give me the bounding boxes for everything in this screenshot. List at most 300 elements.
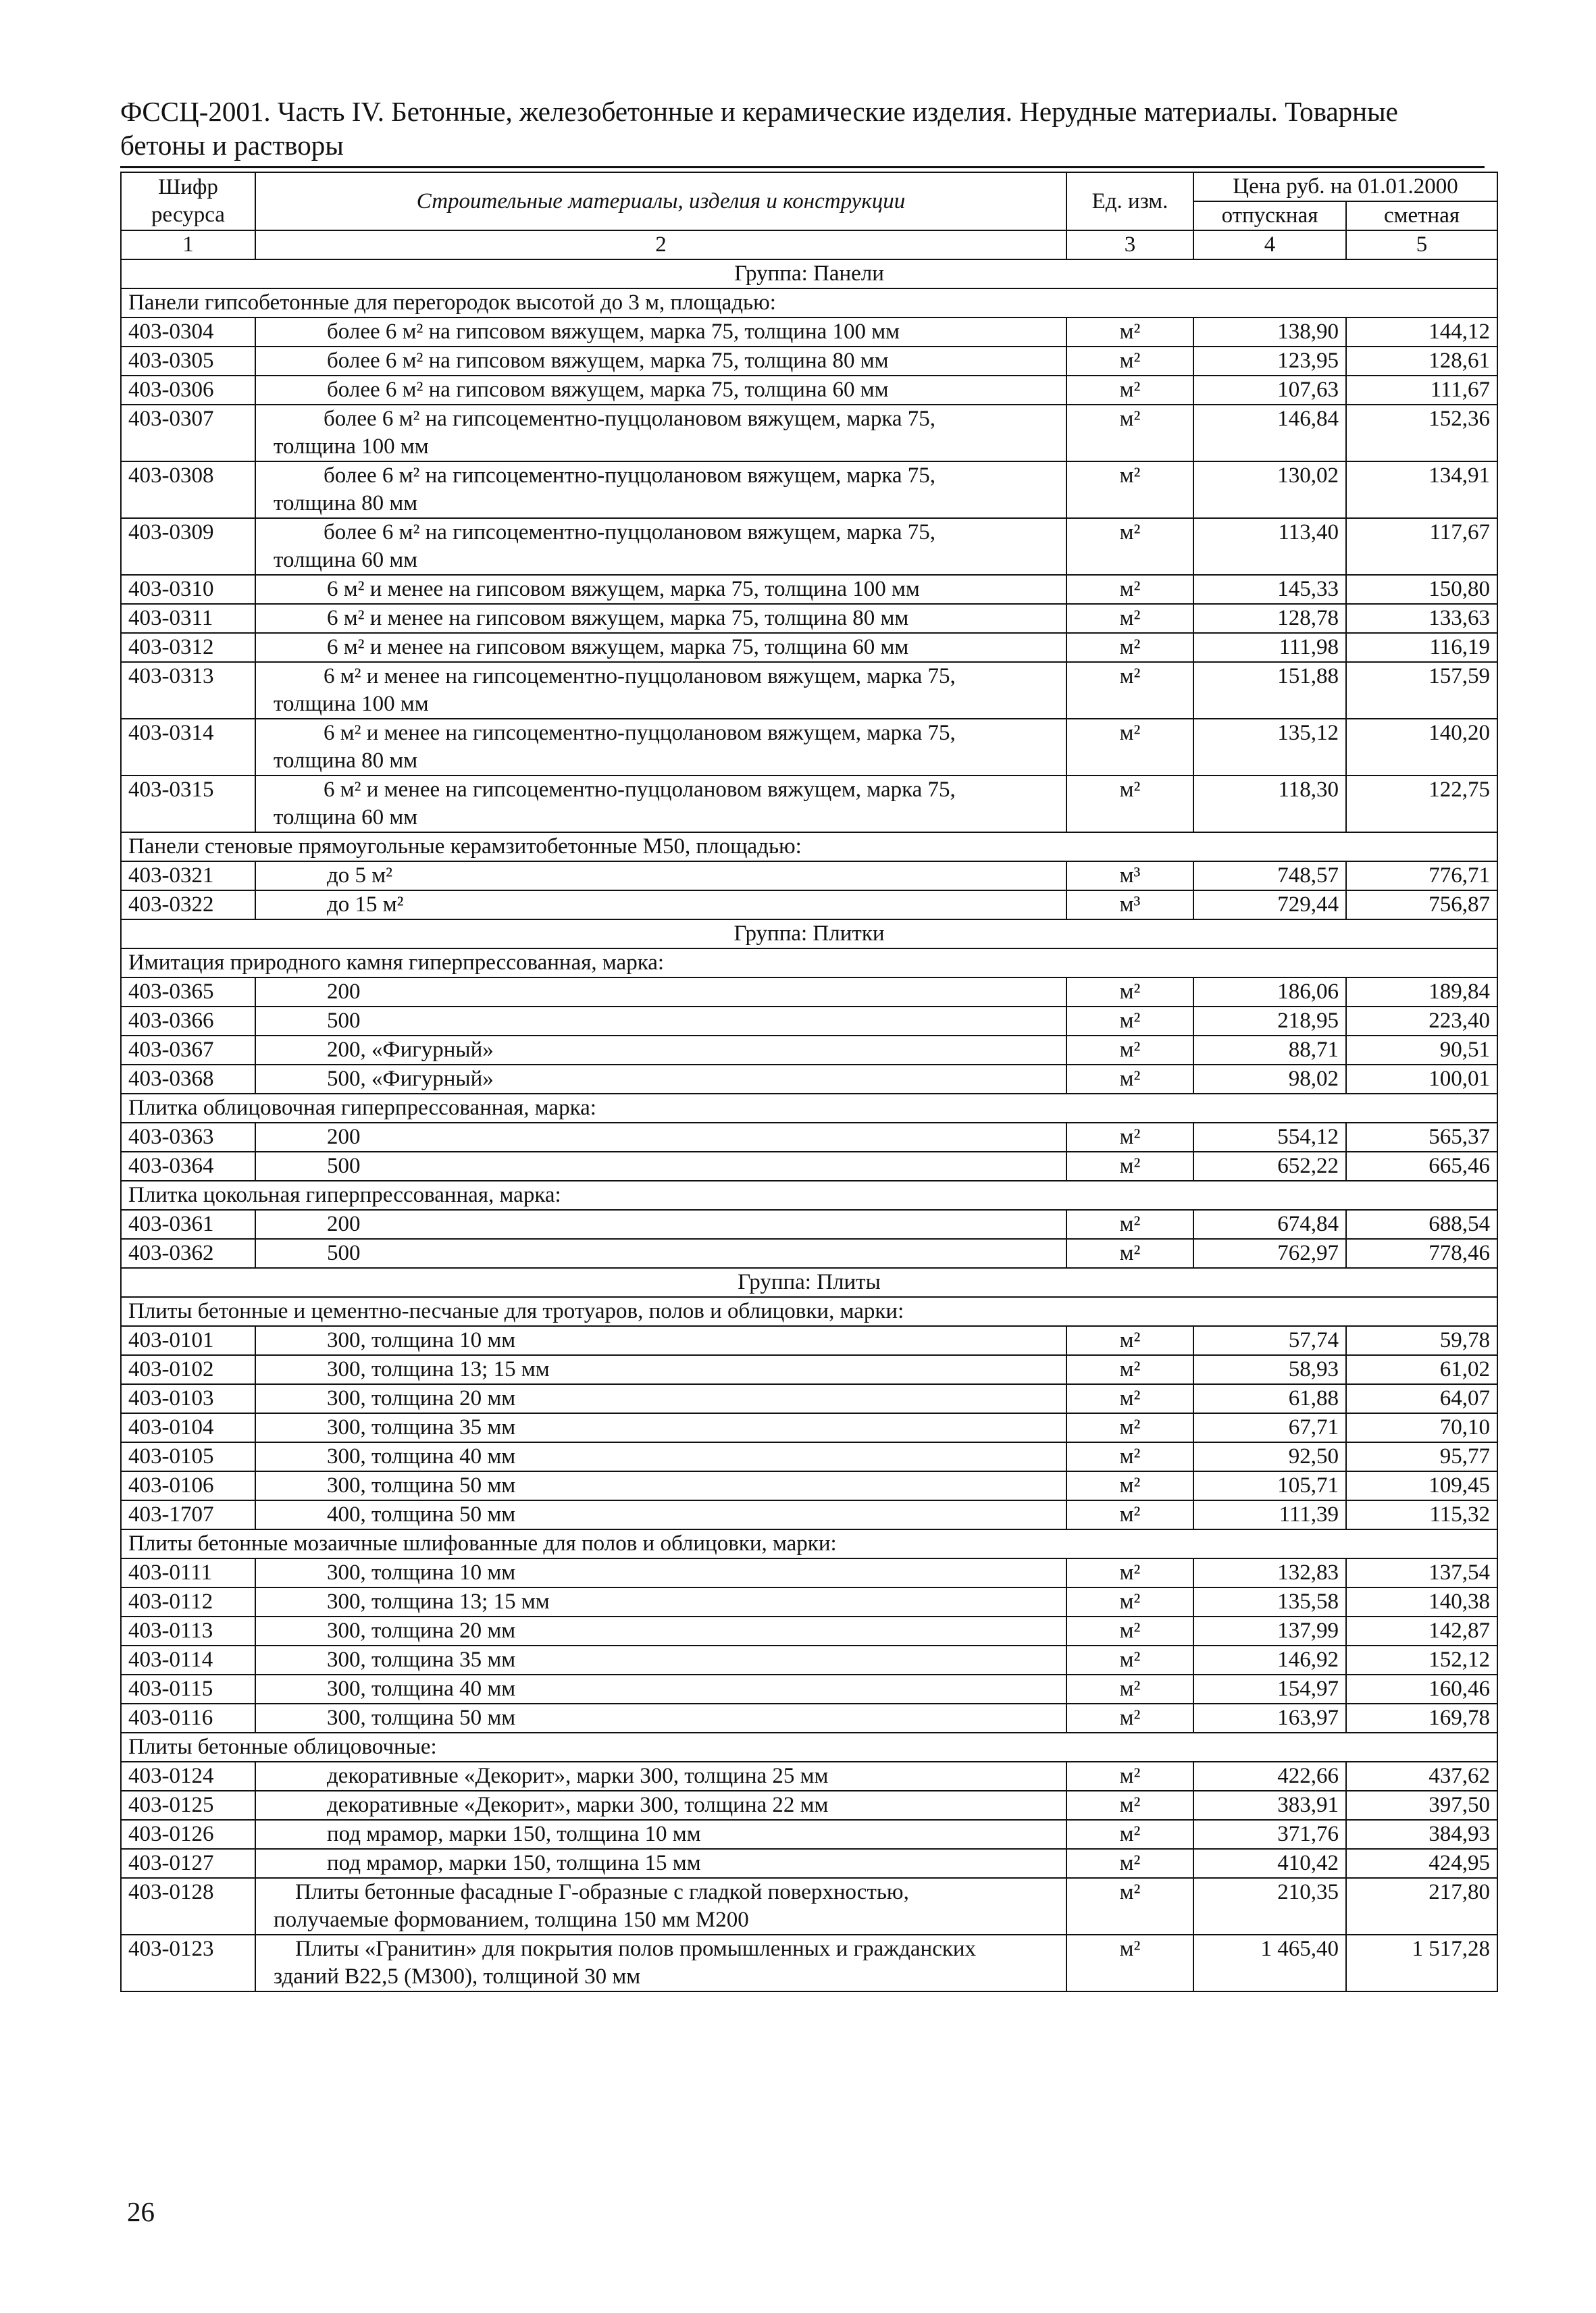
table-row bbox=[121, 1617, 1497, 1646]
price-release: 218,95 bbox=[1193, 1007, 1346, 1036]
price-estimate: 665,46 bbox=[1346, 1152, 1497, 1181]
price-estimate: 437,62 bbox=[1346, 1762, 1497, 1791]
resource-code: 403-0312 bbox=[121, 633, 255, 662]
price-estimate: 140,20 bbox=[1346, 719, 1497, 776]
price-estimate: 134,91 bbox=[1346, 461, 1497, 518]
item-name-line: 200 bbox=[327, 980, 361, 1004]
unit: м² bbox=[1066, 1326, 1193, 1355]
item-name-line: толщина 80 мм bbox=[274, 491, 418, 515]
subgroup-title: Панели стеновые прямоугольные керамзитобетонные М50, площадью: bbox=[121, 832, 1497, 861]
item-name bbox=[255, 1500, 1066, 1529]
group-row bbox=[121, 919, 1497, 948]
group-title: Группа: Плитки bbox=[121, 919, 1497, 948]
subgroup-title: Плиты бетонные облицовочные: bbox=[121, 1733, 1497, 1762]
unit: м² bbox=[1066, 405, 1193, 461]
price-release: 422,66 bbox=[1193, 1762, 1346, 1791]
table-row bbox=[121, 719, 1497, 776]
table-row bbox=[121, 1820, 1497, 1849]
subgroup-title: Имитация природного камня гиперпрессованная, марка: bbox=[121, 948, 1497, 977]
price-release: 118,30 bbox=[1193, 776, 1346, 832]
item-name-line: более 6 м² на гипсовом вяжущем, марка 75, толщина 100 мм bbox=[327, 320, 900, 344]
price-estimate: 111,67 bbox=[1346, 376, 1497, 405]
price-release: 123,95 bbox=[1193, 347, 1346, 376]
price-estimate: 61,02 bbox=[1346, 1355, 1497, 1384]
price-estimate: 217,80 bbox=[1346, 1878, 1497, 1935]
item-name bbox=[255, 1152, 1066, 1181]
resource-code: 403-0127 bbox=[121, 1849, 255, 1878]
table-row bbox=[121, 776, 1497, 832]
item-name bbox=[255, 1617, 1066, 1646]
item-name bbox=[255, 1007, 1066, 1036]
unit: м² bbox=[1066, 776, 1193, 832]
item-name bbox=[255, 376, 1066, 405]
item-name bbox=[255, 1123, 1066, 1152]
item-name-line: 6 м² и менее на гипсовом вяжущем, марка 75, толщина 80 мм bbox=[327, 606, 909, 630]
price-release: 111,39 bbox=[1193, 1500, 1346, 1529]
price-estimate: 688,54 bbox=[1346, 1210, 1497, 1239]
item-name-line: декоративные «Декорит», марки 300, толщина 22 мм bbox=[327, 1793, 829, 1817]
item-name-line: 300, толщина 35 мм bbox=[327, 1415, 516, 1440]
item-name-line: более 6 м² на гипсоцементно-пуццолановом вяжущем, марка 75, bbox=[324, 463, 936, 488]
item-name-line: толщина 100 мм bbox=[274, 434, 429, 459]
item-name bbox=[255, 1065, 1066, 1094]
unit: м² bbox=[1066, 977, 1193, 1007]
price-estimate: 565,37 bbox=[1346, 1123, 1497, 1152]
unit: м² bbox=[1066, 1935, 1193, 1991]
price-estimate: 1 517,28 bbox=[1346, 1935, 1497, 1991]
item-name-line: 200 bbox=[327, 1125, 361, 1149]
table-row bbox=[121, 1239, 1497, 1268]
resource-code: 403-0368 bbox=[121, 1065, 255, 1094]
resource-code: 403-0102 bbox=[121, 1355, 255, 1384]
resource-code: 403-0106 bbox=[121, 1471, 255, 1500]
resource-code: 403-0306 bbox=[121, 376, 255, 405]
price-estimate: 117,67 bbox=[1346, 518, 1497, 575]
group-row bbox=[121, 1268, 1497, 1297]
table-row bbox=[121, 1442, 1497, 1471]
price-release: 210,35 bbox=[1193, 1878, 1346, 1935]
col-header-name: Строительные материалы, изделия и конструкции bbox=[255, 172, 1066, 230]
price-estimate: 122,75 bbox=[1346, 776, 1497, 832]
resource-code: 403-0310 bbox=[121, 575, 255, 604]
resource-code: 403-0126 bbox=[121, 1820, 255, 1849]
item-name-line: 6 м² и менее на гипсовом вяжущем, марка 75, толщина 60 мм bbox=[327, 635, 909, 659]
resource-code: 403-0115 bbox=[121, 1675, 255, 1704]
resource-code: 403-0313 bbox=[121, 662, 255, 719]
price-release: 92,50 bbox=[1193, 1442, 1346, 1471]
unit: м² bbox=[1066, 518, 1193, 575]
price-estimate: 424,95 bbox=[1346, 1849, 1497, 1878]
unit: м² bbox=[1066, 1239, 1193, 1268]
table-row bbox=[121, 1065, 1497, 1094]
resource-code: 403-0113 bbox=[121, 1617, 255, 1646]
unit: м² bbox=[1066, 1500, 1193, 1529]
resource-code: 403-0116 bbox=[121, 1704, 255, 1733]
unit: м² bbox=[1066, 633, 1193, 662]
price-release: 98,02 bbox=[1193, 1065, 1346, 1094]
item-name-line: более 6 м² на гипсоцементно-пуццолановом вяжущем, марка 75, bbox=[324, 407, 936, 431]
col-number: 2 bbox=[255, 230, 1066, 259]
unit: м² bbox=[1066, 1820, 1193, 1849]
unit: м² bbox=[1066, 662, 1193, 719]
unit: м² bbox=[1066, 575, 1193, 604]
unit: м² bbox=[1066, 461, 1193, 518]
subgroup-title: Плитка цокольная гиперпрессованная, марка: bbox=[121, 1181, 1497, 1210]
price-release: 186,06 bbox=[1193, 977, 1346, 1007]
price-estimate: 756,87 bbox=[1346, 890, 1497, 919]
price-estimate: 59,78 bbox=[1346, 1326, 1497, 1355]
item-name-line: толщина 60 мм bbox=[274, 805, 418, 830]
price-estimate: 397,50 bbox=[1346, 1791, 1497, 1820]
resource-code: 403-0112 bbox=[121, 1587, 255, 1617]
item-name bbox=[255, 1558, 1066, 1587]
price-estimate: 142,87 bbox=[1346, 1617, 1497, 1646]
price-release: 105,71 bbox=[1193, 1471, 1346, 1500]
table-row bbox=[121, 633, 1497, 662]
unit: м² bbox=[1066, 1007, 1193, 1036]
unit: м² bbox=[1066, 1617, 1193, 1646]
price-table bbox=[120, 172, 1498, 1992]
unit: м² bbox=[1066, 604, 1193, 633]
item-name-line: до 15 м² bbox=[327, 892, 404, 917]
col-number: 5 bbox=[1346, 230, 1497, 259]
table-row bbox=[121, 1500, 1497, 1529]
resource-code: 403-0305 bbox=[121, 347, 255, 376]
item-name-line: 200 bbox=[327, 1212, 361, 1236]
col-number: 3 bbox=[1066, 230, 1193, 259]
item-name bbox=[255, 518, 1066, 575]
resource-code: 403-0114 bbox=[121, 1646, 255, 1675]
unit: м² bbox=[1066, 1558, 1193, 1587]
col-number: 4 bbox=[1193, 230, 1346, 259]
item-name bbox=[255, 604, 1066, 633]
item-name-line: Плиты бетонные фасадные Г-образные с гладкой поверхностью, bbox=[295, 1880, 909, 1904]
item-name bbox=[255, 633, 1066, 662]
resource-code: 403-0321 bbox=[121, 861, 255, 890]
resource-code: 403-0364 bbox=[121, 1152, 255, 1181]
table-row bbox=[121, 1935, 1497, 1991]
item-name-line: 500 bbox=[327, 1241, 361, 1265]
price-release: 151,88 bbox=[1193, 662, 1346, 719]
subgroup-title: Плитка облицовочная гиперпрессованная, марка: bbox=[121, 1094, 1497, 1123]
col-number: 1 bbox=[121, 230, 255, 259]
col-header-estimate: сметная bbox=[1346, 201, 1497, 230]
page-number: 26 bbox=[127, 2196, 155, 2227]
group-row bbox=[121, 259, 1497, 288]
price-estimate: 152,36 bbox=[1346, 405, 1497, 461]
item-name bbox=[255, 1675, 1066, 1704]
price-release: 748,57 bbox=[1193, 861, 1346, 890]
table-row bbox=[121, 861, 1497, 890]
price-estimate: 133,63 bbox=[1346, 604, 1497, 633]
price-estimate: 776,71 bbox=[1346, 861, 1497, 890]
unit: м² bbox=[1066, 1791, 1193, 1820]
unit: м² bbox=[1066, 1849, 1193, 1878]
price-estimate: 95,77 bbox=[1346, 1442, 1497, 1471]
item-name-line: под мрамор, марки 150, толщина 10 мм bbox=[327, 1822, 701, 1846]
price-estimate: 64,07 bbox=[1346, 1384, 1497, 1413]
item-name bbox=[255, 890, 1066, 919]
item-name bbox=[255, 1413, 1066, 1442]
item-name-line: получаемые формованием, толщина 150 мм М200 bbox=[274, 1908, 749, 1932]
item-name bbox=[255, 1355, 1066, 1384]
table-row bbox=[121, 1791, 1497, 1820]
price-release: 57,74 bbox=[1193, 1326, 1346, 1355]
col-header-unit: Ед. изм. bbox=[1066, 172, 1193, 230]
unit: м² bbox=[1066, 376, 1193, 405]
resource-code: 403-0111 bbox=[121, 1558, 255, 1587]
group-title: Группа: Плиты bbox=[121, 1268, 1497, 1297]
resource-code: 403-0304 bbox=[121, 317, 255, 347]
item-name bbox=[255, 1791, 1066, 1820]
price-release: 410,42 bbox=[1193, 1849, 1346, 1878]
item-name bbox=[255, 1036, 1066, 1065]
price-release: 111,98 bbox=[1193, 633, 1346, 662]
unit: м² bbox=[1066, 1646, 1193, 1675]
price-estimate: 152,12 bbox=[1346, 1646, 1497, 1675]
resource-code: 403-0314 bbox=[121, 719, 255, 776]
table-row bbox=[121, 1355, 1497, 1384]
unit: м² bbox=[1066, 1210, 1193, 1239]
item-name-line: более 6 м² на гипсовом вяжущем, марка 75, толщина 80 мм bbox=[327, 349, 889, 373]
item-name bbox=[255, 1239, 1066, 1268]
unit: м² bbox=[1066, 1065, 1193, 1094]
price-release: 61,88 bbox=[1193, 1384, 1346, 1413]
table-row bbox=[121, 1646, 1497, 1675]
table-row bbox=[121, 347, 1497, 376]
price-estimate: 90,51 bbox=[1346, 1036, 1497, 1065]
item-name bbox=[255, 1587, 1066, 1617]
resource-code: 403-0361 bbox=[121, 1210, 255, 1239]
item-name-line: 300, толщина 50 мм bbox=[327, 1706, 516, 1730]
table-row bbox=[121, 1558, 1497, 1587]
price-estimate: 100,01 bbox=[1346, 1065, 1497, 1094]
unit: м³ bbox=[1066, 861, 1193, 890]
item-name-line: под мрамор, марки 150, толщина 15 мм bbox=[327, 1851, 701, 1875]
resource-code: 403-0125 bbox=[121, 1791, 255, 1820]
price-release: 113,40 bbox=[1193, 518, 1346, 575]
price-release: 107,63 bbox=[1193, 376, 1346, 405]
item-name bbox=[255, 977, 1066, 1007]
table-row bbox=[121, 1384, 1497, 1413]
price-release: 138,90 bbox=[1193, 317, 1346, 347]
subgroup-row bbox=[121, 288, 1497, 317]
item-name-line: 6 м² и менее на гипсоцементно-пуццолановом вяжущем, марка 75, bbox=[324, 721, 956, 745]
item-name-line: 300, толщина 20 мм bbox=[327, 1619, 516, 1643]
price-estimate: 157,59 bbox=[1346, 662, 1497, 719]
table-row bbox=[121, 461, 1497, 518]
item-name bbox=[255, 776, 1066, 832]
price-estimate: 778,46 bbox=[1346, 1239, 1497, 1268]
price-release: 371,76 bbox=[1193, 1820, 1346, 1849]
subgroup-title: Плиты бетонные мозаичные шлифованные для полов и облицовки, марки: bbox=[121, 1529, 1497, 1558]
unit: м² bbox=[1066, 1123, 1193, 1152]
item-name-line: 300, толщина 50 мм bbox=[327, 1473, 516, 1498]
item-name-line: 300, толщина 35 мм bbox=[327, 1648, 516, 1672]
item-name bbox=[255, 575, 1066, 604]
item-name-line: 300, толщина 40 мм bbox=[327, 1444, 516, 1469]
item-name-line: 300, толщина 10 мм bbox=[327, 1328, 516, 1352]
unit: м² bbox=[1066, 1878, 1193, 1935]
price-release: 132,83 bbox=[1193, 1558, 1346, 1587]
table-row bbox=[121, 1587, 1497, 1617]
unit: м² bbox=[1066, 1152, 1193, 1181]
table-row bbox=[121, 977, 1497, 1007]
item-name-line: 300, толщина 40 мм bbox=[327, 1677, 516, 1701]
price-release: 146,84 bbox=[1193, 405, 1346, 461]
item-name-line: толщина 100 мм bbox=[274, 692, 429, 716]
resource-code: 403-0307 bbox=[121, 405, 255, 461]
item-name-line: 500 bbox=[327, 1009, 361, 1033]
item-name bbox=[255, 1849, 1066, 1878]
item-name bbox=[255, 317, 1066, 347]
table-row bbox=[121, 1210, 1497, 1239]
item-name-line: 400, толщина 50 мм bbox=[327, 1502, 516, 1527]
table-row bbox=[121, 1123, 1497, 1152]
price-release: 146,92 bbox=[1193, 1646, 1346, 1675]
subgroup-row bbox=[121, 1733, 1497, 1762]
unit: м² bbox=[1066, 347, 1193, 376]
price-estimate: 70,10 bbox=[1346, 1413, 1497, 1442]
col-header-release: отпускная bbox=[1193, 201, 1346, 230]
subgroup-title: Плиты бетонные и цементно-песчаные для тротуаров, полов и облицовки, марки: bbox=[121, 1297, 1497, 1326]
price-estimate: 169,78 bbox=[1346, 1704, 1497, 1733]
table-row bbox=[121, 1413, 1497, 1442]
price-release: 128,78 bbox=[1193, 604, 1346, 633]
resource-code: 403-0308 bbox=[121, 461, 255, 518]
price-estimate: 150,80 bbox=[1346, 575, 1497, 604]
item-name-line: 6 м² и менее на гипсовом вяжущем, марка 75, толщина 100 мм bbox=[327, 577, 920, 601]
price-release: 652,22 bbox=[1193, 1152, 1346, 1181]
item-name-line: до 5 м² bbox=[327, 863, 393, 888]
item-name-line: 300, толщина 10 мм bbox=[327, 1560, 516, 1585]
col-header-price: Цена руб. на 01.01.2000 bbox=[1193, 172, 1497, 201]
unit: м² bbox=[1066, 1384, 1193, 1413]
price-release: 67,71 bbox=[1193, 1413, 1346, 1442]
price-release: 729,44 bbox=[1193, 890, 1346, 919]
header-rule bbox=[120, 166, 1485, 168]
price-estimate: 384,93 bbox=[1346, 1820, 1497, 1849]
price-estimate: 116,19 bbox=[1346, 633, 1497, 662]
table-row bbox=[121, 317, 1497, 347]
item-name-line: зданий В22,5 (М300), толщиной 30 мм bbox=[274, 1964, 641, 1989]
unit: м² bbox=[1066, 1442, 1193, 1471]
subgroup-title: Панели гипсобетонные для перегородок высотой до 3 м, площадью: bbox=[121, 288, 1497, 317]
resource-code: 403-1707 bbox=[121, 1500, 255, 1529]
unit: м² bbox=[1066, 317, 1193, 347]
price-release: 762,97 bbox=[1193, 1239, 1346, 1268]
resource-code: 403-0367 bbox=[121, 1036, 255, 1065]
price-release: 130,02 bbox=[1193, 461, 1346, 518]
item-name bbox=[255, 1878, 1066, 1935]
table-row bbox=[121, 1152, 1497, 1181]
price-release: 383,91 bbox=[1193, 1791, 1346, 1820]
group-title: Группа: Панели bbox=[121, 259, 1497, 288]
table-row bbox=[121, 1762, 1497, 1791]
item-name-line: Плиты «Гранитин» для покрытия полов промышленных и гражданских bbox=[295, 1937, 977, 1961]
price-release: 58,93 bbox=[1193, 1355, 1346, 1384]
item-name bbox=[255, 1762, 1066, 1791]
table-row bbox=[121, 376, 1497, 405]
table-row bbox=[121, 1849, 1497, 1878]
col-header-code: Шифр ресурса bbox=[121, 172, 255, 230]
resource-code: 403-0366 bbox=[121, 1007, 255, 1036]
item-name bbox=[255, 719, 1066, 776]
item-name-line: 6 м² и менее на гипсоцементно-пуццолановом вяжущем, марка 75, bbox=[324, 664, 956, 688]
item-name-line: декоративные «Декорит», марки 300, толщина 25 мм bbox=[327, 1764, 829, 1788]
item-name-line: толщина 80 мм bbox=[274, 748, 418, 773]
item-name bbox=[255, 1704, 1066, 1733]
item-name bbox=[255, 662, 1066, 719]
table-row bbox=[121, 1675, 1497, 1704]
price-estimate: 109,45 bbox=[1346, 1471, 1497, 1500]
table-row bbox=[121, 1878, 1497, 1935]
resource-code: 403-0104 bbox=[121, 1413, 255, 1442]
table-row bbox=[121, 1007, 1497, 1036]
resource-code: 403-0103 bbox=[121, 1384, 255, 1413]
item-name-line: 300, толщина 20 мм bbox=[327, 1386, 516, 1410]
price-release: 674,84 bbox=[1193, 1210, 1346, 1239]
resource-code: 403-0311 bbox=[121, 604, 255, 633]
unit: м² bbox=[1066, 719, 1193, 776]
item-name bbox=[255, 1471, 1066, 1500]
price-release: 135,12 bbox=[1193, 719, 1346, 776]
item-name-line: более 6 м² на гипсоцементно-пуццолановом вяжущем, марка 75, bbox=[324, 520, 936, 544]
unit: м² bbox=[1066, 1675, 1193, 1704]
resource-code: 403-0128 bbox=[121, 1878, 255, 1935]
item-name bbox=[255, 347, 1066, 376]
price-release: 154,97 bbox=[1193, 1675, 1346, 1704]
table-row bbox=[121, 405, 1497, 461]
table-row bbox=[121, 1471, 1497, 1500]
table-row bbox=[121, 1036, 1497, 1065]
resource-code: 403-0123 bbox=[121, 1935, 255, 1991]
item-name bbox=[255, 1210, 1066, 1239]
price-estimate: 189,84 bbox=[1346, 977, 1497, 1007]
resource-code: 403-0363 bbox=[121, 1123, 255, 1152]
unit: м² bbox=[1066, 1355, 1193, 1384]
item-name bbox=[255, 1442, 1066, 1471]
unit: м² bbox=[1066, 1036, 1193, 1065]
item-name-line: 500 bbox=[327, 1154, 361, 1178]
unit: м² bbox=[1066, 1704, 1193, 1733]
subgroup-row bbox=[121, 1297, 1497, 1326]
subgroup-row bbox=[121, 1529, 1497, 1558]
price-estimate: 160,46 bbox=[1346, 1675, 1497, 1704]
table-body bbox=[121, 259, 1497, 1991]
table-row bbox=[121, 575, 1497, 604]
price-release: 163,97 bbox=[1193, 1704, 1346, 1733]
item-name-line: 200, «Фигурный» bbox=[327, 1038, 494, 1062]
unit: м² bbox=[1066, 1413, 1193, 1442]
item-name bbox=[255, 1326, 1066, 1355]
item-name bbox=[255, 1384, 1066, 1413]
resource-code: 403-0362 bbox=[121, 1239, 255, 1268]
unit: м³ bbox=[1066, 890, 1193, 919]
price-estimate: 144,12 bbox=[1346, 317, 1497, 347]
item-name bbox=[255, 405, 1066, 461]
price-release: 554,12 bbox=[1193, 1123, 1346, 1152]
page-header-title: ФССЦ-2001. Часть IV. Бетонные, железобетонные и керамические изделия. Нерудные материалы. Товарные бетоны и растворы bbox=[120, 96, 1398, 161]
unit: м² bbox=[1066, 1471, 1193, 1500]
item-name bbox=[255, 461, 1066, 518]
table-row bbox=[121, 662, 1497, 719]
subgroup-row bbox=[121, 1181, 1497, 1210]
price-release: 145,33 bbox=[1193, 575, 1346, 604]
subgroup-row bbox=[121, 1094, 1497, 1123]
resource-code: 403-0105 bbox=[121, 1442, 255, 1471]
table-row bbox=[121, 890, 1497, 919]
